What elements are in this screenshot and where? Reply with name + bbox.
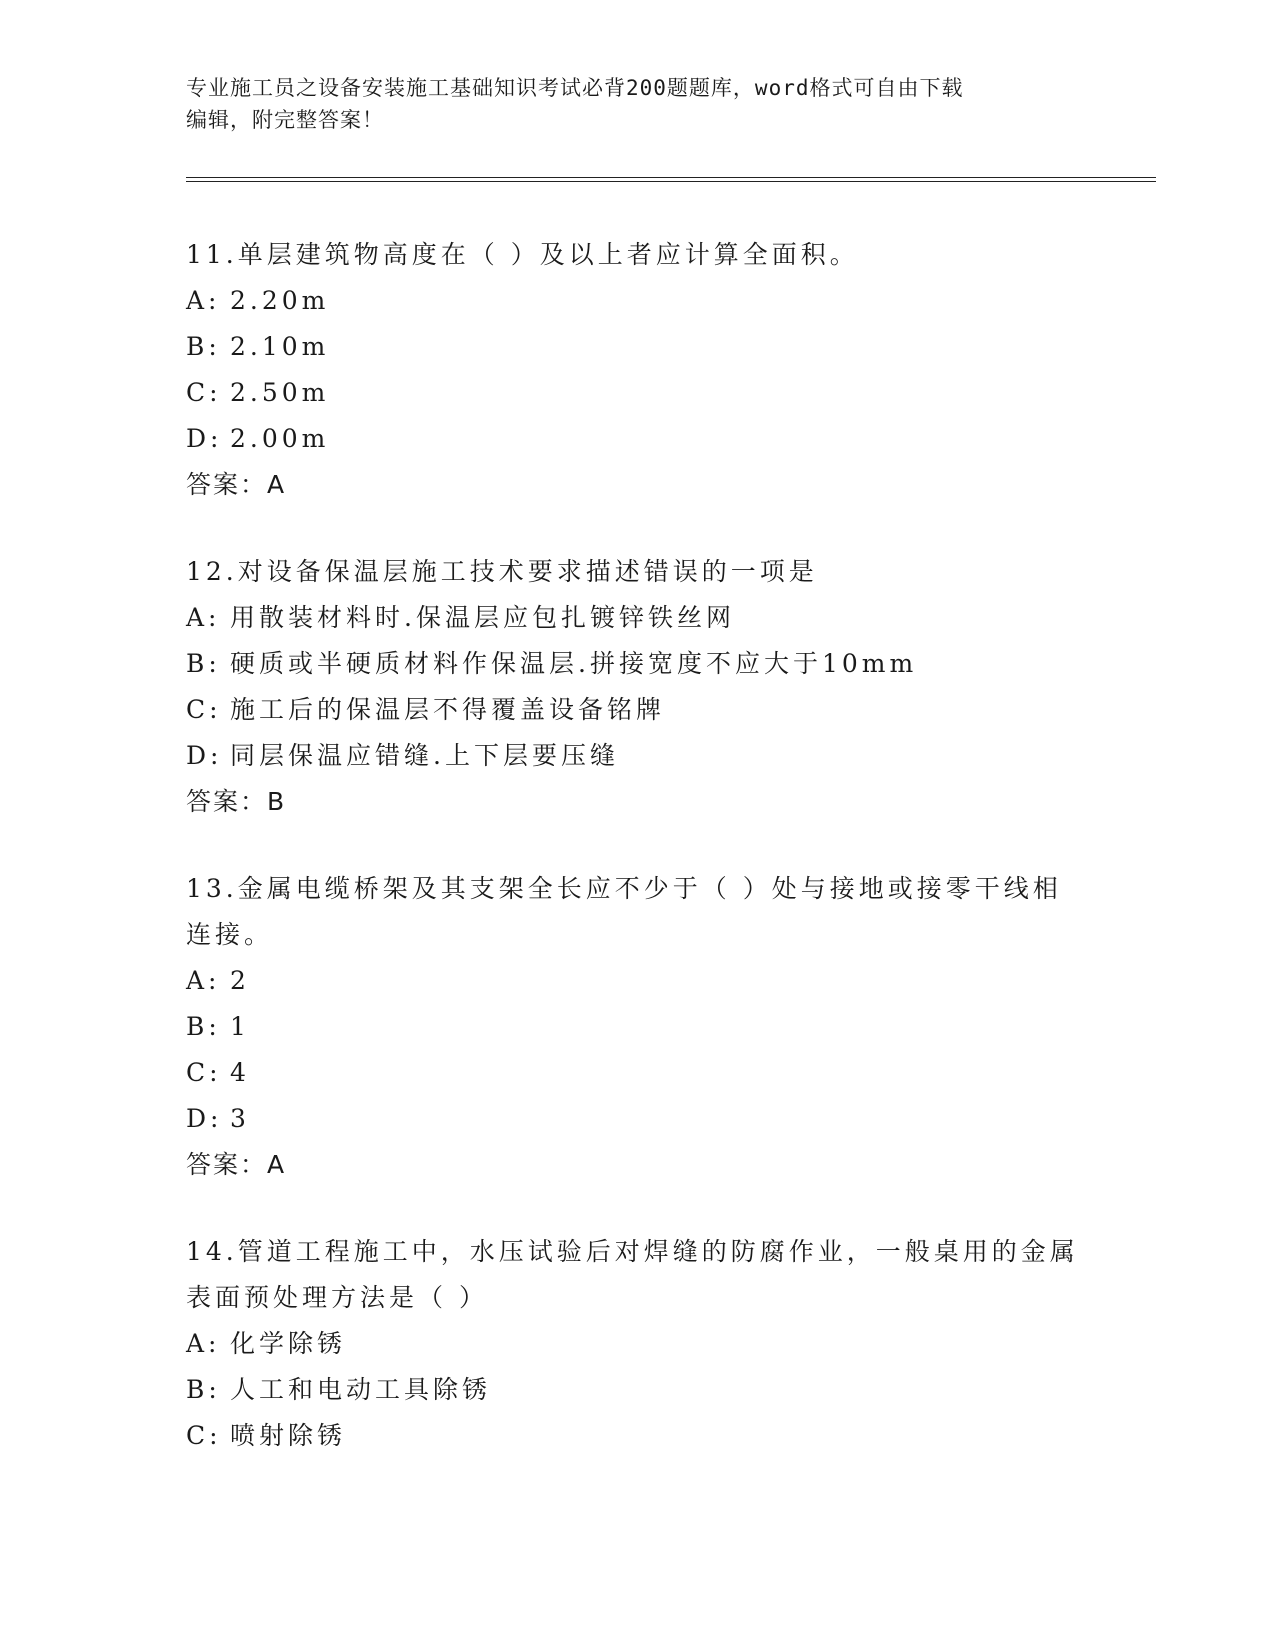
question-text: 14.管道工程施工中，水压试验后对焊缝的防腐作业，一般桌用的金属 [186,1237,1079,1266]
question-text-continued: 表面预处理方法是（ ） [186,1283,488,1312]
option-c [186,1050,1086,1096]
option-text: 2.00m [230,424,330,453]
document-header [186,72,1086,136]
answer-line: 答案：A [186,470,287,499]
option-key: C: [186,1421,222,1450]
option-key: A: [186,286,221,315]
option-b [186,641,1086,687]
option-text: 喷射除锈 [230,1421,347,1450]
option-key: B: [186,1012,221,1041]
option-key: A: [186,603,221,632]
option-text: 化学除锈 [230,1329,347,1358]
question-text: 11.单层建筑物高度在（ ）及以上者应计算全面积。 [186,240,859,269]
option-a [186,1321,1086,1367]
option-a [186,595,1086,641]
option-d [186,416,1086,462]
option-d [186,733,1086,779]
header-divider [186,177,1156,182]
option-d [186,1096,1086,1142]
option-text: 同层保温应错缝.上下层要压缝 [230,741,619,770]
answer-line: 答案：B [186,787,287,816]
option-text: 人工和电动工具除锈 [230,1375,492,1404]
option-c [186,687,1086,733]
option-key: B: [186,332,221,361]
option-text: 2.10m [230,332,330,361]
option-b [186,1004,1086,1050]
option-key: B: [186,1375,221,1404]
option-key: D: [186,1104,223,1133]
option-text: 2.50m [230,378,330,407]
option-key: D: [186,424,223,453]
option-key: D: [186,741,223,770]
answer-line: 答案：A [186,1150,287,1179]
header-line-1: 专业施工员之设备安装施工基础知识考试必背200题题库，word格式可自由下载 [186,76,964,100]
option-key: C: [186,695,222,724]
question-text: 12.对设备保温层施工技术要求描述错误的一项是 [186,557,818,586]
question-14 [186,1229,1086,1459]
question-text-continued: 连接。 [186,920,274,949]
question-text: 13.金属电缆桥架及其支架全长应不少于（ ）处与接地或接零干线相 [186,874,1062,903]
option-text: 4 [230,1058,250,1087]
option-text: 1 [230,1012,250,1041]
option-key: A: [186,1329,221,1358]
question-12 [186,549,1086,825]
option-text: 2 [230,966,250,995]
question-13 [186,866,1086,1188]
option-key: B: [186,649,221,678]
option-key: C: [186,1058,222,1087]
option-c [186,1413,1086,1459]
option-b [186,324,1086,370]
question-list [186,232,1086,1500]
option-text: 用散装材料时.保温层应包扎镀锌铁丝网 [230,603,735,632]
option-text: 施工后的保温层不得覆盖设备铭牌 [230,695,666,724]
option-b [186,1367,1086,1413]
question-11 [186,232,1086,508]
option-a [186,278,1086,324]
option-text: 硬质或半硬质材料作保温层.拼接宽度不应大于10mm [230,649,918,678]
option-a [186,958,1086,1004]
option-c [186,370,1086,416]
option-text: 3 [230,1104,250,1133]
header-line-2: 编辑，附完整答案！ [186,108,384,132]
option-key: A: [186,966,221,995]
option-text: 2.20m [230,286,330,315]
option-key: C: [186,378,222,407]
